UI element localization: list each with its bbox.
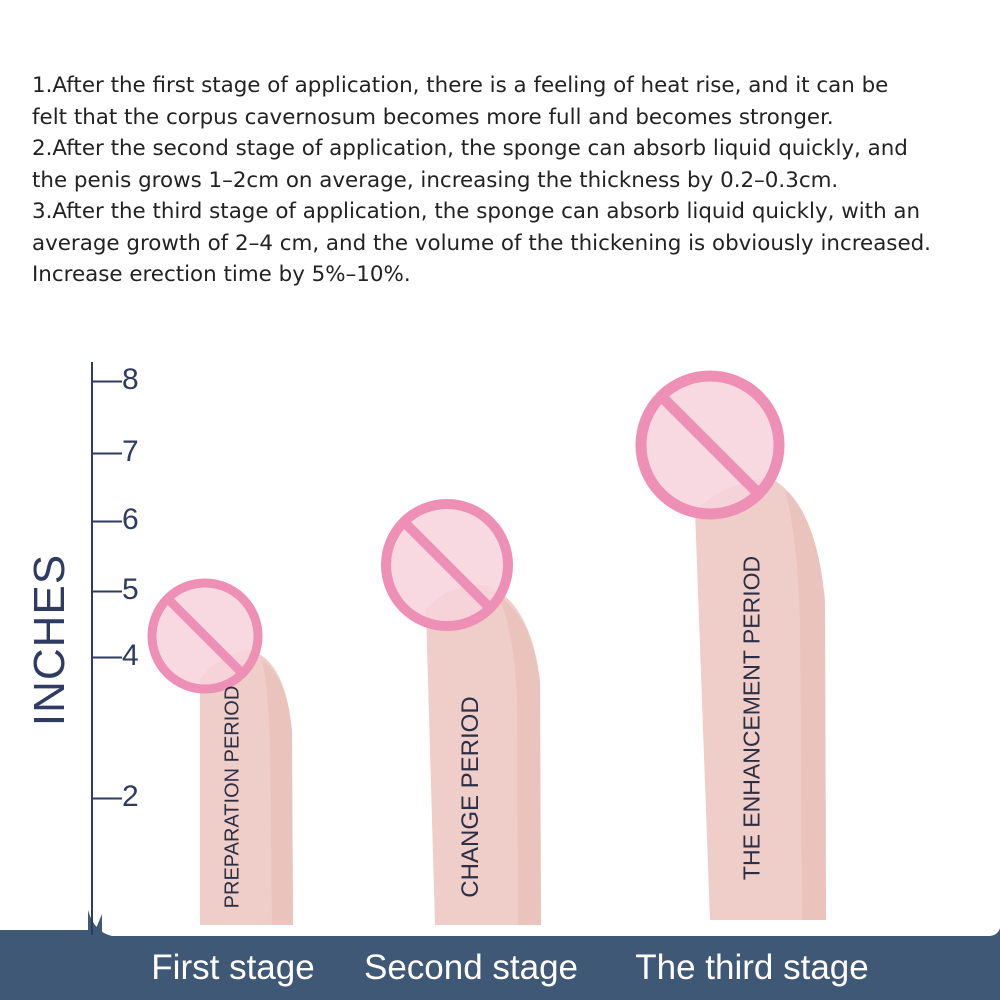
axis-tick-label: —8 [92,363,139,396]
stage-label-first: First stage [151,948,315,987]
description-line: Increase erection time by 5%–10%. [32,262,411,287]
axis-tick-label: —7 [92,435,139,468]
description-line: the penis grows 1–2cm on average, increasing the thickness by 0.2–0.3cm. [32,167,839,193]
description-line: 1.After the first stage of application, there is a feeling of heat rise, and it can be [32,73,889,98]
description-line: average growth of 2–4 cm, and the volume of the thickening is obviously increased. [32,230,931,256]
axis-tick-label: —5 [92,573,139,606]
axis-tick-label: —6 [92,503,139,536]
period-label-enhancement: THE ENHANCEMENT PERIOD [738,555,765,881]
prohibition-icon [386,504,508,626]
period-label-preparation: PREPARATION PERIOD [221,685,244,909]
description-line: felt that the corpus cavernosum becomes more full and becomes stronger. [32,104,834,130]
description-line: 3.After the third stage of application, the sponge can absorb liquid quickly, with an [32,199,921,224]
prohibition-icon [152,583,258,689]
axis-tick-label: —2 [92,780,139,813]
description-line: 2.After the second stage of application, the sponge can absorb liquid quickly, and [32,136,908,161]
axis-title: INCHES [25,553,74,727]
prohibition-icon [641,376,779,514]
stage-label-third: The third stage [635,948,869,987]
period-label-change: CHANGE PERIOD [457,696,484,898]
axis-tick-label: —4 [92,639,139,672]
stage-label-second: Second stage [363,948,579,987]
